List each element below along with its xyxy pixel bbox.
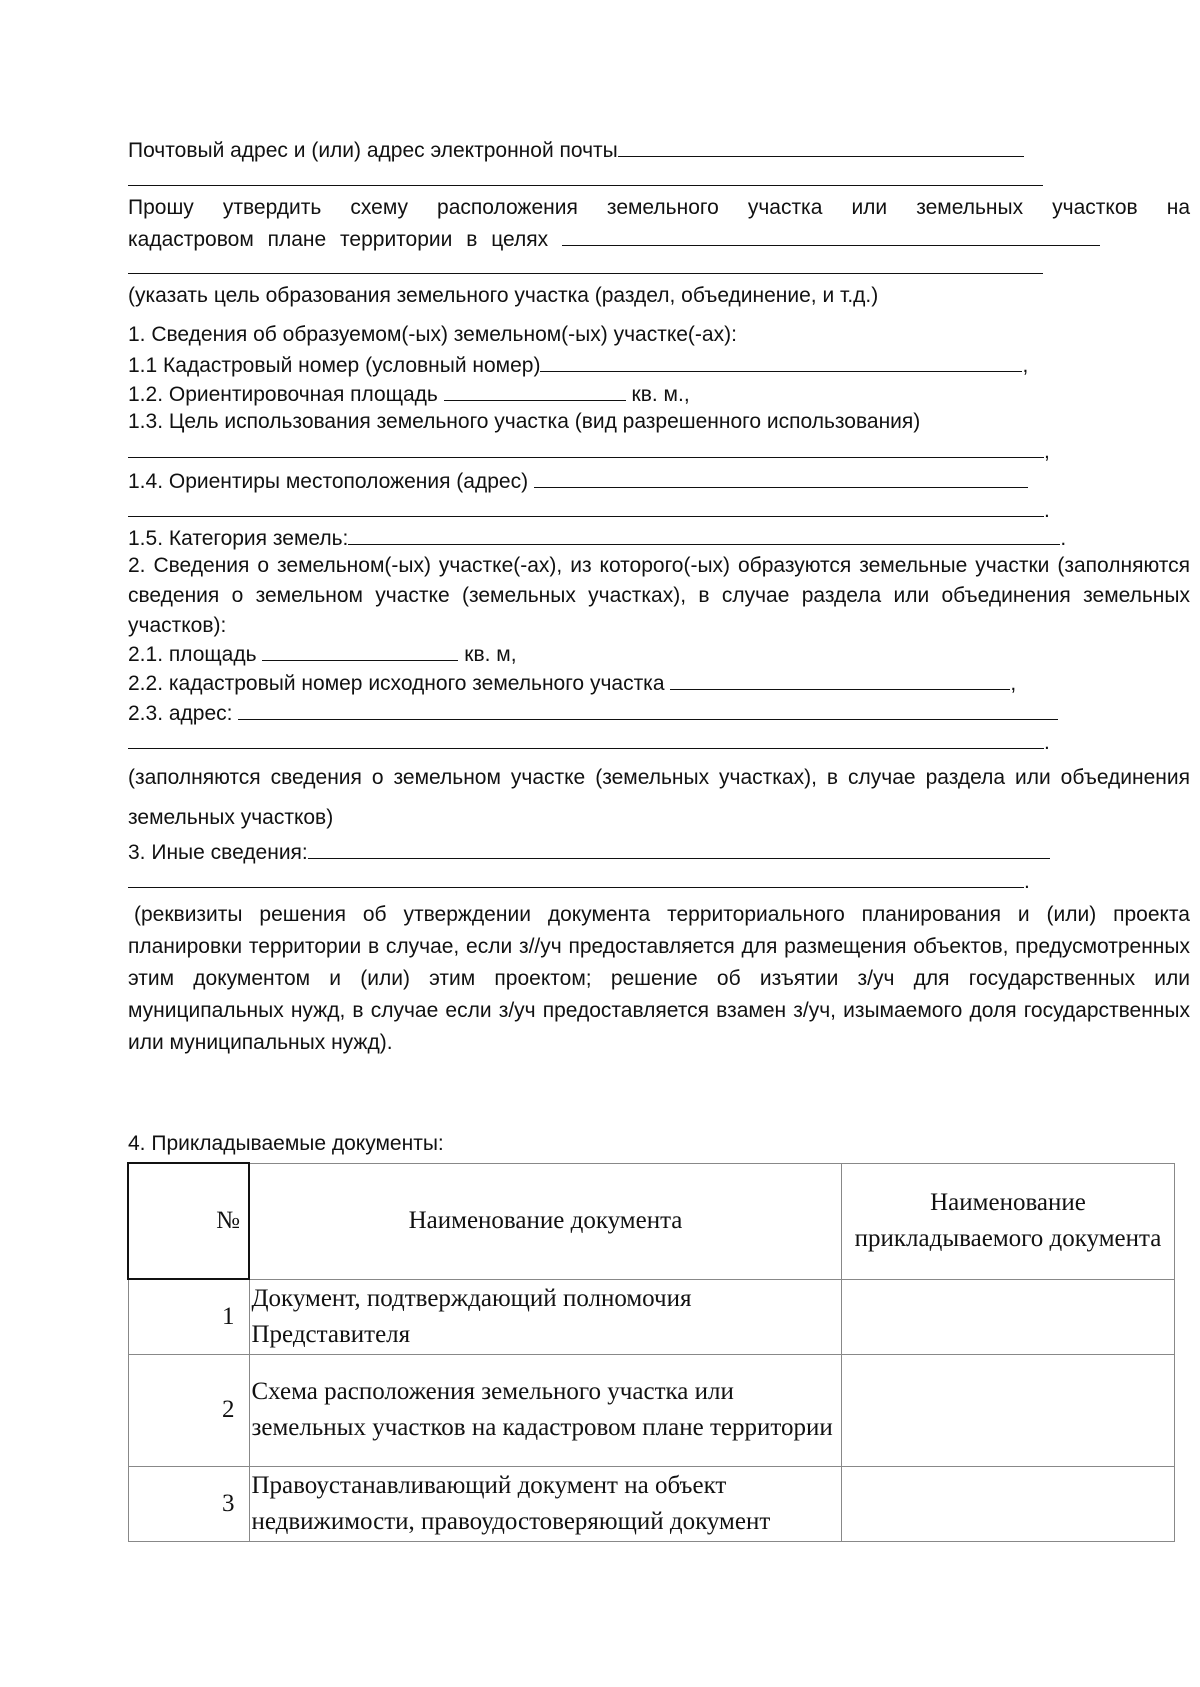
period: . (1044, 731, 1050, 754)
location-line (128, 467, 1028, 495)
approx-area-label: 1.2. Ориентировочная площадь (128, 383, 438, 406)
address-label: 2.3. адрес: (128, 702, 233, 725)
land-category-field[interactable] (348, 524, 1060, 545)
attached-documents-table (127, 1162, 1175, 1542)
land-use-purpose-field[interactable] (128, 437, 1044, 458)
address-continuation-field[interactable] (128, 728, 1044, 749)
other-info-field[interactable] (308, 838, 1050, 859)
request-line-2 (128, 225, 1190, 253)
approx-area-field[interactable] (444, 380, 626, 401)
row-attached-document-cell[interactable] (842, 1466, 1175, 1541)
period: . (1044, 499, 1050, 522)
table-row (128, 1354, 1175, 1466)
section-3-note: (реквизиты решения об утверждении документа территориального планирования и (или) проекта планировки территории в случае, если з//уч предоставляется для размещения объектов, предусмотренных этим документом и (или) этим проектом; решение об изъятии з/уч для государственных или муниципальных нужд, в случае если з/уч предоставляется взамен з/уч, изымаемого доля государственных или муниципальных нужд). (128, 903, 1190, 1054)
section-1-title: 1. Сведения об образуемом(-ых) земельном(-ых) участке(-ах): (128, 323, 737, 346)
header-number: № (128, 1163, 249, 1279)
row-document-name: Правоустанавливающий документ на объект недвижимости, правоудостоверяющий документ (249, 1466, 842, 1541)
section-2-note: (заполняются сведения о земельном участке (земельных участках), в случае раздела или объединения земельных участков) (128, 766, 1190, 829)
land-category-line (128, 524, 1066, 552)
table-row (128, 1466, 1175, 1541)
other-info-continuation-line (128, 867, 1030, 895)
comma: , (1022, 354, 1029, 377)
area-label: 2.1. площадь (128, 643, 257, 666)
cadastral-number-field[interactable] (540, 351, 1022, 372)
cadastral-number-label: 1.1 Кадастровый номер (условный номер) (128, 354, 541, 377)
comma: , (1044, 440, 1050, 463)
row-number: 3 (128, 1466, 249, 1541)
row-number: 1 (128, 1279, 249, 1354)
land-use-purpose-label: 1.3. Цель использования земельного участка (вид разрешенного использования) (128, 410, 921, 433)
approx-area-unit: кв. м., (631, 383, 690, 406)
row-document-name: Схема расположения земельного участка или земельных участков на кадастровом плане территории (249, 1354, 842, 1466)
section-4-title: 4. Прикладываемые документы: (128, 1132, 444, 1155)
other-info-label: 3. Иные сведения: (128, 841, 308, 864)
location-continuation-line (128, 496, 1050, 524)
postal-address-label: Почтовый адрес и (или) адрес электронной почты (128, 139, 618, 162)
approx-area-line (128, 380, 690, 408)
area-field[interactable] (262, 640, 458, 661)
location-continuation-field[interactable] (128, 496, 1044, 517)
source-cadastral-label: 2.2. кадастровый номер исходного земельного участка (128, 672, 665, 695)
address-line (128, 699, 1058, 727)
address-field[interactable] (238, 699, 1058, 720)
land-category-label: 1.5. Категория земель: (128, 527, 349, 550)
area-unit: кв. м, (464, 643, 517, 666)
period: . (1060, 527, 1067, 550)
other-info-continuation-field[interactable] (128, 867, 1024, 888)
row-attached-document-cell[interactable] (842, 1354, 1175, 1466)
comma: , (1010, 672, 1017, 695)
row-attached-document-cell[interactable] (842, 1279, 1175, 1354)
table-header-row (128, 1163, 1175, 1279)
source-cadastral-line (128, 669, 1016, 697)
location-label: 1.4. Ориентиры местоположения (адрес) (128, 470, 529, 493)
row-number: 2 (128, 1354, 249, 1466)
address-continuation-line (128, 728, 1050, 756)
header-document-name: Наименование документа (249, 1163, 842, 1279)
request-purpose-field[interactable] (562, 225, 1100, 246)
source-cadastral-field[interactable] (670, 669, 1010, 690)
other-info-line (128, 838, 1050, 866)
section-2-title: 2. Сведения о земельном(-ых) участке(-ах), из которого(-ых) образуются земельные участки (заполняются сведения о земельном участке (земельных участках), в случае раздела или объединения земельных участков): (128, 554, 1190, 637)
table-row (128, 1279, 1175, 1354)
request-purpose-label: кадастровом плане территории в целях (128, 228, 549, 251)
cadastral-number-line (128, 351, 1028, 379)
request-purpose-continuation-field[interactable] (128, 273, 1043, 274)
row-document-name: Документ, подтверждающий полномочия Представителя (249, 1279, 842, 1354)
postal-address-continuation-field[interactable] (128, 185, 1043, 186)
postal-address-field[interactable] (618, 136, 1024, 157)
location-field[interactable] (534, 467, 1028, 488)
land-use-purpose-line (128, 437, 1050, 465)
purpose-hint: (указать цель образования земельного участка (раздел, объединение, и т.д.) (128, 284, 879, 307)
period: . (1024, 870, 1030, 893)
postal-address-line (128, 136, 1024, 164)
header-attached-document-name: Наименование прикладываемого документа (842, 1163, 1175, 1279)
area-line (128, 640, 517, 668)
request-line-1: Прошу утвердить схему расположения земельного участка или земельных участков на (128, 196, 1190, 219)
